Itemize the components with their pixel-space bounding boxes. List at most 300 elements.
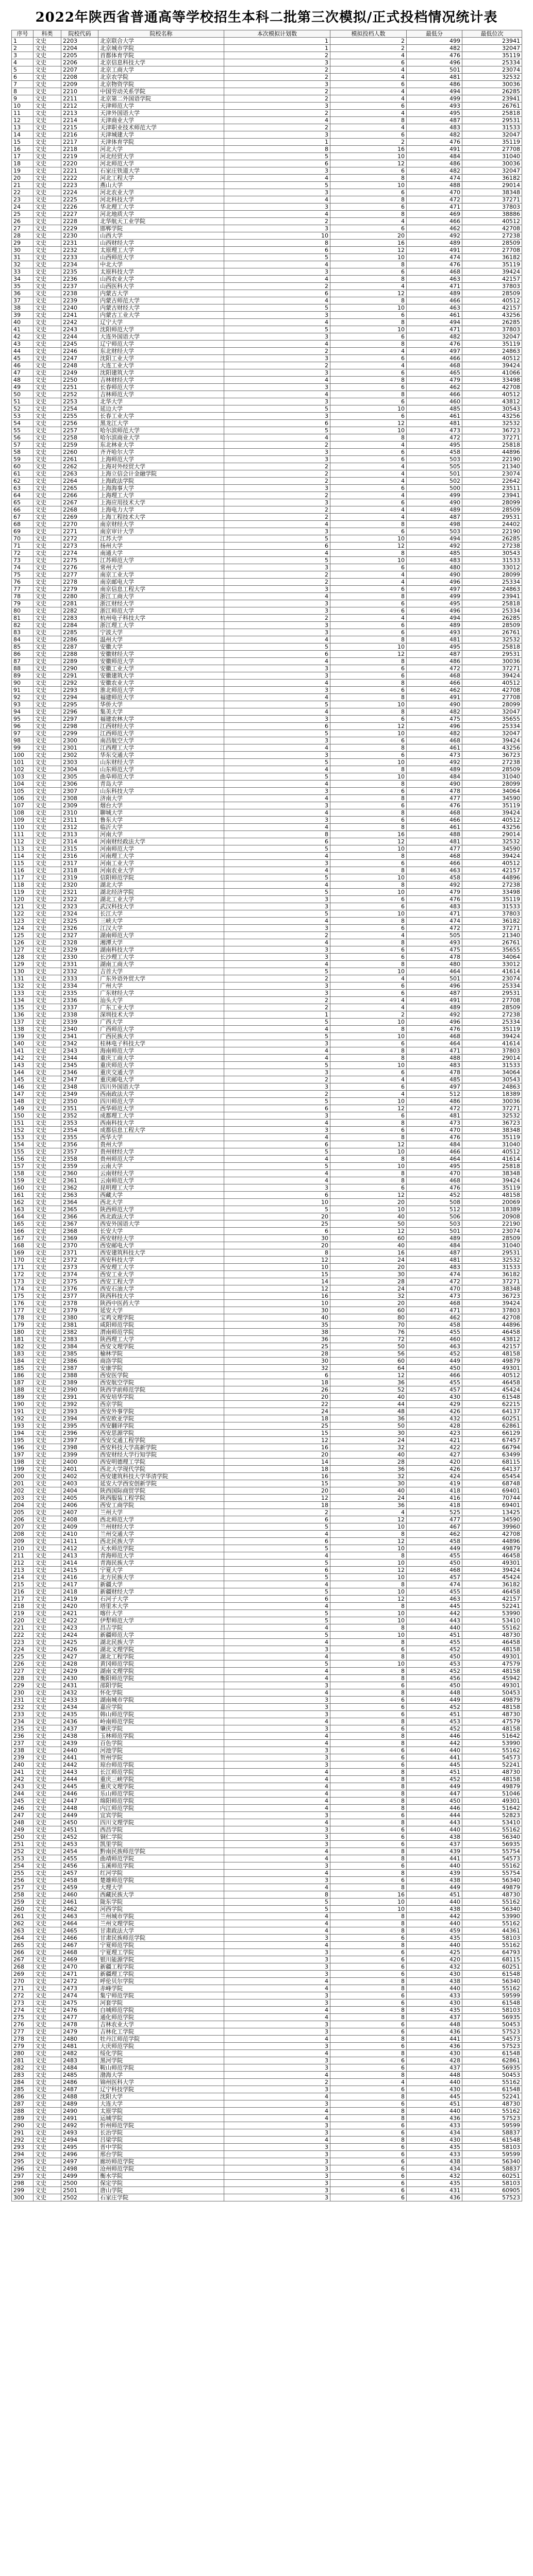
subject-type-cell: 文史: [34, 1552, 61, 1560]
school-code-cell: 2307: [61, 788, 98, 795]
table-row: [12, 1704, 522, 1711]
school-name-cell: 云南大学: [98, 1163, 224, 1170]
school-code-cell: 2471: [61, 1971, 98, 1978]
subject-type-cell: 文史: [34, 982, 61, 990]
school-name-cell: 陕西理工大学: [98, 1336, 224, 1343]
min-rank-cell: 31533: [462, 1062, 522, 1069]
row-index-cell: 293: [12, 2144, 34, 2151]
school-name-cell: 河北农业大学: [98, 189, 224, 196]
school-name-cell: 长治学院: [98, 2129, 224, 2137]
min-score-cell: 491: [407, 694, 462, 701]
table-row: [12, 1206, 522, 1213]
row-index-cell: 93: [12, 701, 34, 708]
plan-count-cell: 4: [224, 680, 330, 687]
plan-count-cell: 4: [224, 939, 330, 946]
filed-count-cell: 6: [330, 737, 407, 744]
table-row: [12, 845, 522, 853]
school-name-cell: 昆明理工大学: [98, 1184, 224, 1192]
plan-count-cell: 4: [224, 117, 330, 124]
school-name-cell: 宁波大学: [98, 629, 224, 636]
plan-count-cell: 4: [224, 175, 330, 182]
school-name-cell: 延边大学: [98, 405, 224, 413]
filed-count-cell: 8: [330, 1134, 407, 1141]
subject-type-cell: 文史: [34, 997, 61, 1004]
min-score-cell: 461: [407, 312, 462, 319]
table-row: [12, 124, 522, 131]
subject-type-cell: 文史: [34, 254, 61, 261]
min-rank-cell: 38348: [462, 1285, 522, 1293]
table-row: [12, 1733, 522, 1740]
min-rank-cell: 37271: [462, 665, 522, 672]
school-name-cell: 内蒙古财经大学: [98, 304, 224, 312]
subject-type-cell: 文史: [34, 1213, 61, 1221]
table-row: [12, 2158, 522, 2165]
table-row: [12, 1531, 522, 1538]
min-score-cell: 450: [407, 1560, 462, 1567]
school-code-cell: 2300: [61, 737, 98, 744]
subject-type-cell: 文史: [34, 492, 61, 499]
min-rank-cell: 62861: [462, 2057, 522, 2064]
min-score-cell: 440: [407, 1942, 462, 1949]
min-rank-cell: 36182: [462, 1581, 522, 1588]
filed-count-cell: 12: [330, 651, 407, 658]
filed-count-cell: 6: [330, 1963, 407, 1971]
school-name-cell: 西安石油大学: [98, 1285, 224, 1293]
school-code-cell: 2313: [61, 831, 98, 838]
table-row: [12, 1321, 522, 1329]
min-rank-cell: 32047: [462, 708, 522, 716]
row-index-cell: 62: [12, 478, 34, 485]
row-index-cell: 169: [12, 1249, 34, 1257]
table-row: [12, 600, 522, 607]
min-score-cell: 446: [407, 1805, 462, 1812]
filed-count-cell: 4: [330, 506, 407, 514]
filed-count-cell: 6: [330, 802, 407, 809]
filed-count-cell: 8: [330, 1740, 407, 1747]
row-index-cell: 57: [12, 442, 34, 449]
plan-count-cell: 15: [224, 1271, 330, 1278]
table-row: [12, 2064, 522, 2072]
min-rank-cell: 56340: [462, 2158, 522, 2165]
school-name-cell: 玉林师范学院: [98, 1733, 224, 1740]
row-index-cell: 243: [12, 1783, 34, 1790]
min-rank-cell: 28509: [462, 290, 522, 297]
filed-count-cell: 12: [330, 543, 407, 550]
subject-type-cell: 文史: [34, 737, 61, 744]
school-name-cell: 广西大学: [98, 1019, 224, 1026]
row-index-cell: 206: [12, 1516, 34, 1523]
school-code-cell: 2306: [61, 781, 98, 788]
subject-type-cell: 文史: [34, 2194, 61, 2201]
min-score-cell: 453: [407, 1660, 462, 1668]
min-score-cell: 442: [407, 1610, 462, 1617]
min-score-cell: 440: [407, 1899, 462, 1906]
table-row: [12, 1083, 522, 1091]
min-rank-cell: 35119: [462, 1026, 522, 1033]
filed-count-cell: 4: [330, 1091, 407, 1098]
min-rank-cell: 21340: [462, 932, 522, 939]
filed-count-cell: 6: [330, 564, 407, 571]
plan-count-cell: 3: [224, 817, 330, 824]
school-name-cell: 新疆财经大学: [98, 1588, 224, 1596]
min-rank-cell: 22642: [462, 478, 522, 485]
row-index-cell: 208: [12, 1531, 34, 1538]
school-code-cell: 2315: [61, 845, 98, 853]
filed-count-cell: 6: [330, 1646, 407, 1653]
subject-type-cell: 文史: [34, 103, 61, 110]
table-row: [12, 1495, 522, 1502]
filed-count-cell: 10: [330, 845, 407, 853]
school-code-cell: 2481: [61, 2043, 98, 2050]
school-code-cell: 2272: [61, 535, 98, 543]
min-rank-cell: 34064: [462, 788, 522, 795]
school-code-cell: 2473: [61, 1985, 98, 1992]
min-rank-cell: 48158: [462, 1668, 522, 1675]
min-score-cell: 483: [407, 1264, 462, 1271]
row-index-cell: 1: [12, 38, 34, 45]
row-index-cell: 14: [12, 131, 34, 139]
school-code-cell: 2327: [61, 932, 98, 939]
school-code-cell: 2370: [61, 1242, 98, 1249]
subject-type-cell: 文史: [34, 831, 61, 838]
school-name-cell: 甘肃民族师范学院: [98, 1935, 224, 1942]
subject-type-cell: 文史: [34, 463, 61, 470]
table-row: [12, 189, 522, 196]
subject-type-cell: 文史: [34, 1221, 61, 1228]
plan-count-cell: 3: [224, 990, 330, 997]
school-code-cell: 2464: [61, 1920, 98, 1927]
subject-type-cell: 文史: [34, 1884, 61, 1891]
filed-count-cell: 4: [330, 997, 407, 1004]
min-score-cell: 491: [407, 997, 462, 1004]
table-row: [12, 2086, 522, 2093]
min-score-cell: 489: [407, 506, 462, 514]
min-score-cell: 482: [407, 131, 462, 139]
plan-count-cell: 3: [224, 1877, 330, 1884]
filed-count-cell: 10: [330, 1632, 407, 1639]
filed-count-cell: 8: [330, 708, 407, 716]
filed-count-cell: 8: [330, 1978, 407, 1985]
plan-count-cell: 14: [224, 1459, 330, 1466]
school-name-cell: 成都信息工程大学: [98, 1127, 224, 1134]
plan-count-cell: 3: [224, 2057, 330, 2064]
plan-count-cell: 6: [224, 160, 330, 167]
table-row: [12, 1365, 522, 1372]
min-rank-cell: 49879: [462, 1884, 522, 1891]
table-row: [12, 139, 522, 146]
school-code-cell: 2346: [61, 1069, 98, 1076]
subject-type-cell: 文史: [34, 1660, 61, 1668]
table-row: [12, 982, 522, 990]
row-index-cell: 188: [12, 1386, 34, 1394]
min-rank-cell: 37803: [462, 1307, 522, 1314]
min-score-cell: 466: [407, 218, 462, 225]
filed-count-cell: 6: [330, 2165, 407, 2173]
min-rank-cell: 28509: [462, 240, 522, 247]
min-rank-cell: 39424: [462, 362, 522, 369]
row-index-cell: 218: [12, 1603, 34, 1610]
filed-count-cell: 4: [330, 283, 407, 290]
row-index-cell: 213: [12, 1567, 34, 1574]
filed-count-cell: 10: [330, 427, 407, 434]
row-index-cell: 241: [12, 1769, 34, 1776]
table-row: [12, 809, 522, 817]
filed-count-cell: 6: [330, 1704, 407, 1711]
filed-count-cell: 8: [330, 1552, 407, 1560]
table-row: [12, 1271, 522, 1278]
min-score-cell: 439: [407, 1870, 462, 1877]
row-index-cell: 229: [12, 1682, 34, 1689]
filed-count-cell: 4: [330, 932, 407, 939]
table-row: [12, 651, 522, 658]
filed-count-cell: 6: [330, 2180, 407, 2187]
min-score-cell: 455: [407, 1379, 462, 1386]
subject-type-cell: 文史: [34, 1949, 61, 1956]
table-row: [12, 413, 522, 420]
school-code-cell: 2442: [61, 1761, 98, 1769]
table-row: [12, 1581, 522, 1588]
school-name-cell: 凯里学院: [98, 1841, 224, 1848]
school-name-cell: 咸阳师范学院: [98, 1321, 224, 1329]
table-row: [12, 470, 522, 478]
school-code-cell: 2268: [61, 506, 98, 514]
table-row: [12, 1870, 522, 1877]
subject-type-cell: 文史: [34, 81, 61, 88]
school-code-cell: 2317: [61, 860, 98, 867]
plan-count-cell: 3: [224, 1963, 330, 1971]
subject-type-cell: 文史: [34, 1033, 61, 1040]
min-score-cell: 451: [407, 1769, 462, 1776]
plan-count-cell: 2: [224, 362, 330, 369]
table-row: [12, 997, 522, 1004]
school-code-cell: 2263: [61, 470, 98, 478]
school-code-cell: 2208: [61, 74, 98, 81]
school-name-cell: 西安财经大学行知学院: [98, 1451, 224, 1459]
row-index-cell: 225: [12, 1653, 34, 1660]
table-row: [12, 2021, 522, 2028]
filed-count-cell: 8: [330, 1177, 407, 1184]
school-code-cell: 2378: [61, 1300, 98, 1307]
min-score-cell: 438: [407, 1877, 462, 1884]
table-row: [12, 1386, 522, 1394]
subject-type-cell: 文史: [34, 1711, 61, 1718]
min-score-cell: 490: [407, 571, 462, 579]
table-row: [12, 2165, 522, 2173]
school-name-cell: 长沙理工大学: [98, 954, 224, 961]
min-rank-cell: 35119: [462, 139, 522, 146]
min-rank-cell: 54573: [462, 1754, 522, 1761]
school-code-cell: 2316: [61, 853, 98, 860]
min-score-cell: 487: [407, 514, 462, 521]
row-index-cell: 134: [12, 997, 34, 1004]
row-index-cell: 99: [12, 744, 34, 752]
school-code-cell: 2419: [61, 1596, 98, 1603]
school-name-cell: 新疆工程学院: [98, 1963, 224, 1971]
row-index-cell: 30: [12, 247, 34, 254]
subject-type-cell: 文史: [34, 1278, 61, 1285]
table-row: [12, 1026, 522, 1033]
filed-count-cell: 6: [330, 1040, 407, 1047]
table-row: [12, 1697, 522, 1704]
table-row: [12, 795, 522, 802]
table-row: [12, 1040, 522, 1047]
school-name-cell: 曲靖师范学院: [98, 1855, 224, 1862]
min-score-cell: 475: [407, 716, 462, 723]
min-score-cell: 501: [407, 66, 462, 74]
school-name-cell: 信阳师范学院: [98, 874, 224, 882]
min-score-cell: 424: [407, 1473, 462, 1480]
table-row: [12, 442, 522, 449]
min-rank-cell: 29531: [462, 651, 522, 658]
school-name-cell: 西昌学院: [98, 1826, 224, 1834]
min-rank-cell: 53410: [462, 1617, 522, 1624]
min-rank-cell: 39424: [462, 672, 522, 680]
school-name-cell: 肇庆学院: [98, 1725, 224, 1733]
school-code-cell: 2294: [61, 694, 98, 701]
filed-count-cell: 6: [330, 672, 407, 680]
table-row: [12, 1855, 522, 1862]
table-row: [12, 579, 522, 586]
school-name-cell: 哈尔滨商业大学: [98, 434, 224, 442]
school-code-cell: 2339: [61, 1019, 98, 1026]
subject-type-cell: 文史: [34, 651, 61, 658]
min-score-cell: 474: [407, 175, 462, 182]
filed-count-cell: 6: [330, 1862, 407, 1870]
school-name-cell: 西北民族大学: [98, 1538, 224, 1545]
school-code-cell: 2241: [61, 312, 98, 319]
min-score-cell: 462: [407, 384, 462, 391]
min-rank-cell: 55162: [462, 1747, 522, 1754]
row-index-cell: 300: [12, 2194, 34, 2201]
min-rank-cell: 42708: [462, 1314, 522, 1321]
plan-count-cell: 2: [224, 615, 330, 622]
min-score-cell: 468: [407, 737, 462, 744]
filed-count-cell: 4: [330, 95, 407, 103]
table-row: [12, 1978, 522, 1985]
subject-type-cell: 文史: [34, 1718, 61, 1725]
min-score-cell: 471: [407, 1307, 462, 1314]
table-row: [12, 946, 522, 954]
school-name-cell: 大连大学: [98, 2100, 224, 2108]
school-name-cell: 福建农林大学: [98, 716, 224, 723]
filed-count-cell: 8: [330, 1783, 407, 1790]
filed-count-cell: 8: [330, 853, 407, 860]
subject-type-cell: 文史: [34, 326, 61, 333]
subject-type-cell: 文史: [34, 442, 61, 449]
subject-type-cell: 文史: [34, 543, 61, 550]
table-row: [12, 1444, 522, 1451]
min-rank-cell: 45424: [462, 1386, 522, 1394]
min-rank-cell: 58103: [462, 1935, 522, 1942]
school-code-cell: 2222: [61, 175, 98, 182]
filed-count-cell: 8: [330, 1120, 407, 1127]
school-code-cell: 2449: [61, 1812, 98, 1819]
filed-count-cell: 8: [330, 1790, 407, 1798]
table-row: [12, 297, 522, 304]
school-code-cell: 2355: [61, 1134, 98, 1141]
min-score-cell: 479: [407, 889, 462, 896]
filed-count-cell: 8: [330, 1675, 407, 1682]
row-index-cell: 54: [12, 420, 34, 427]
table-row: [12, 261, 522, 268]
school-code-cell: 2458: [61, 1877, 98, 1884]
subject-type-cell: 文史: [34, 1372, 61, 1379]
school-code-cell: 2468: [61, 1949, 98, 1956]
row-index-cell: 63: [12, 485, 34, 492]
min-score-cell: 440: [407, 2079, 462, 2086]
plan-count-cell: 3: [224, 1754, 330, 1761]
plan-count-cell: 12: [224, 1257, 330, 1264]
school-code-cell: 2236: [61, 276, 98, 283]
row-index-cell: 289: [12, 2115, 34, 2122]
min-score-cell: 481: [407, 1257, 462, 1264]
school-code-cell: 2492: [61, 2122, 98, 2129]
filed-count-cell: 12: [330, 160, 407, 167]
school-name-cell: 哈尔滨师范大学: [98, 427, 224, 434]
filed-count-cell: 12: [330, 1141, 407, 1148]
table-row: [12, 1148, 522, 1156]
min-score-cell: 476: [407, 341, 462, 348]
row-index-cell: 287: [12, 2100, 34, 2108]
plan-count-cell: 3: [224, 802, 330, 809]
school-name-cell: 沧州师范学院: [98, 2165, 224, 2173]
subject-type-cell: 文史: [34, 1495, 61, 1502]
row-index-cell: 231: [12, 1697, 34, 1704]
table-row: [12, 773, 522, 781]
school-name-cell: 黑龙江大学: [98, 420, 224, 427]
subject-type-cell: 文史: [34, 1653, 61, 1660]
filed-count-cell: 8: [330, 211, 407, 218]
school-name-cell: 内蒙古工业大学: [98, 312, 224, 319]
filed-count-cell: 8: [330, 744, 407, 752]
min-rank-cell: 66794: [462, 1444, 522, 1451]
min-rank-cell: 41066: [462, 369, 522, 377]
row-index-cell: 257: [12, 1884, 34, 1891]
school-name-cell: 河北工程大学: [98, 175, 224, 182]
school-code-cell: 2203: [61, 38, 98, 45]
school-name-cell: 北京物资学院: [98, 81, 224, 88]
subject-type-cell: 文史: [34, 1560, 61, 1567]
school-name-cell: 曲阜师范大学: [98, 773, 224, 781]
school-code-cell: 2232: [61, 247, 98, 254]
filed-count-cell: 10: [330, 874, 407, 882]
plan-count-cell: 2: [224, 463, 330, 470]
min-score-cell: 433: [407, 2122, 462, 2129]
table-row: [12, 2028, 522, 2036]
school-name-cell: 湖北文理学院: [98, 1646, 224, 1653]
school-name-cell: 上海政法学院: [98, 478, 224, 485]
plan-count-cell: 16: [224, 1293, 330, 1300]
filed-count-cell: 8: [330, 1942, 407, 1949]
min-score-cell: 493: [407, 103, 462, 110]
school-name-cell: 烟台大学: [98, 802, 224, 809]
row-index-cell: 296: [12, 2165, 34, 2173]
school-code-cell: 2211: [61, 95, 98, 103]
plan-count-cell: 18: [224, 1415, 330, 1422]
plan-count-cell: 4: [224, 1783, 330, 1790]
row-index-cell: 217: [12, 1596, 34, 1603]
min-rank-cell: 37803: [462, 204, 522, 211]
filed-count-cell: 10: [330, 1906, 407, 1913]
plan-count-cell: 5: [224, 1660, 330, 1668]
row-index-cell: 251: [12, 1841, 34, 1848]
row-index-cell: 165: [12, 1221, 34, 1228]
school-code-cell: 2259: [61, 442, 98, 449]
min-rank-cell: 57523: [462, 2194, 522, 2201]
school-name-cell: 湖北大学: [98, 882, 224, 889]
min-score-cell: 477: [407, 795, 462, 802]
subject-type-cell: 文史: [34, 1394, 61, 1401]
